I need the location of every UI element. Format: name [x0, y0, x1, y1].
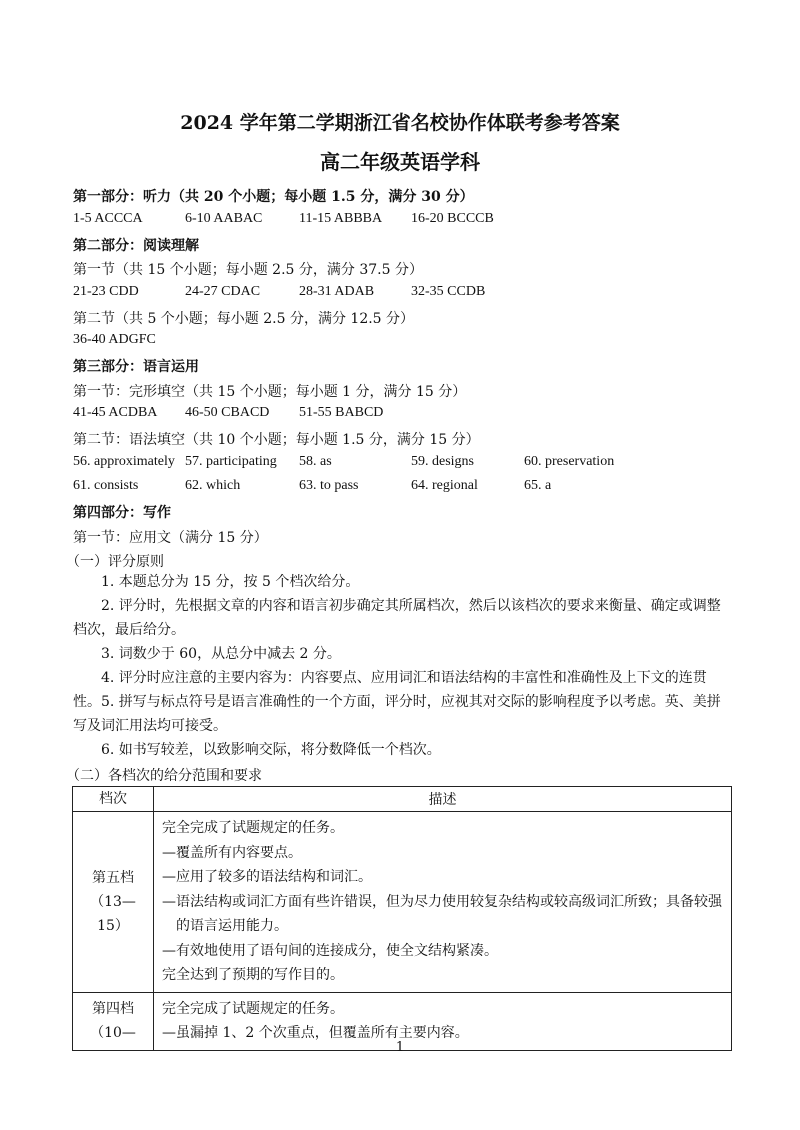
- principle-6: 6. 如书写较差，以致影响交际，将分数降低一个档次。: [101, 742, 441, 758]
- level-cell: [73, 812, 154, 993]
- part2-answer: 21-23 CDD: [73, 284, 139, 299]
- level-range: （10—: [90, 1025, 136, 1041]
- part4-heading: 第四部分：写作: [73, 505, 171, 521]
- description-cell: [154, 812, 732, 993]
- page-number: 1: [395, 1040, 405, 1055]
- part3-answer: 41-45 ACDBA: [73, 405, 158, 420]
- part1-answer: 16-20 BCCCB: [411, 211, 494, 226]
- principle-5: 5. 拼写与标点符号是语言准确性的一个方面，评分时，应视其对交际的影响程度予以考虑。英、美拼写及词汇用法均可接受。: [73, 694, 721, 734]
- description-line: —有效地使用了语句间的连接成分，使全文结构紧凑。: [162, 942, 498, 959]
- part1-answer: 1-5 ACCCA: [73, 211, 143, 226]
- grammar-answer: 56. approximately: [73, 454, 175, 469]
- part2-answer: 32-35 CCDB: [411, 284, 486, 299]
- column-header-description: 描述: [154, 787, 732, 812]
- part2-answer: 36-40 ADGFC: [73, 332, 156, 347]
- part3-answer: 46-50 CBACD: [185, 405, 270, 420]
- part3-sec1-heading: 第一节：完形填空（共 15 个小题；每小题 1 分，满分 15 分）: [73, 384, 467, 400]
- level-range: 15）: [97, 917, 129, 934]
- principle-2: 2. 评分时，先根据文章的内容和语言初步确定其所属档次，然后以该档次的要求来衡量、确定或调整档次，最后给分。: [73, 598, 721, 638]
- part1-answer: 6-10 AABAC: [185, 211, 263, 226]
- principles-heading: （一）评分原则: [66, 554, 164, 570]
- grammar-answer: 62. which: [185, 478, 241, 493]
- part1-answer: 11-15 ABBBA: [299, 211, 383, 226]
- grading-table: [72, 786, 732, 1051]
- ranges-heading: （二）各档次的给分范围和要求: [66, 768, 262, 784]
- part2-answer: 28-31 ADAB: [299, 284, 375, 299]
- grammar-answer: 57. participating: [185, 454, 277, 469]
- principle-3: 3. 词数少于 60，从总分中减去 2 分。: [101, 646, 341, 662]
- description-line: 完全达到了预期的写作目的。: [162, 967, 344, 983]
- grammar-answer: 59. designs: [411, 454, 474, 469]
- level-name: 第四档: [92, 1001, 134, 1017]
- grammar-answer: 58. as: [299, 454, 332, 469]
- description-line: 的语言运用能力。: [176, 918, 288, 934]
- level-name: 第五档: [92, 869, 134, 886]
- document-title: 2024 学年第二学期浙江省名校协作体联考参考答案: [180, 112, 620, 134]
- part2-answer: 24-27 CDAC: [185, 284, 261, 299]
- description-line: —覆盖所有内容要点。: [162, 844, 302, 861]
- grammar-answer: 65. a: [524, 478, 552, 493]
- table-row: [73, 812, 732, 993]
- level-range: （13—: [90, 893, 136, 910]
- grammar-answer: 61. consists: [73, 478, 139, 493]
- grammar-answer: 63. to pass: [299, 478, 359, 493]
- principle-4: 4. 评分时应注意的主要内容为：内容要点、应用词汇和语法结构的丰富性和准确性及上下文的连贯性。: [73, 670, 707, 710]
- grammar-answer: 64. regional: [411, 478, 478, 493]
- part1-heading: 第一部分：听力（共 20 个小题；每小题 1.5 分，满分 30 分）: [73, 189, 474, 205]
- description-line: 完全完成了试题规定的任务。: [162, 820, 344, 836]
- document-subtitle: 高二年级英语学科: [320, 150, 480, 174]
- part3-sec2-heading: 第二节：语法填空（共 10 个小题；每小题 1.5 分，满分 15 分）: [73, 432, 480, 448]
- table-header-row: [73, 787, 732, 812]
- part2-sec1-heading: 第一节（共 15 个小题；每小题 2.5 分，满分 37.5 分）: [73, 262, 423, 278]
- part4-sec1-heading: 第一节：应用文（满分 15 分）: [73, 530, 268, 546]
- part3-heading: 第三部分：语言运用: [73, 359, 199, 375]
- grammar-answer: 60. preservation: [524, 454, 615, 469]
- description-line: —虽漏掉 1、2 个次重点，但覆盖所有主要内容。: [162, 1025, 469, 1041]
- part2-sec2-heading: 第二节（共 5 个小题；每小题 2.5 分，满分 12.5 分）: [73, 311, 415, 327]
- principle-1: 1. 本题总分为 15 分，按 5 个档次给分。: [101, 574, 360, 590]
- column-header-level: 档次: [73, 787, 154, 812]
- description-line: —应用了较多的语法结构和词汇。: [162, 869, 372, 885]
- description-line: 完全完成了试题规定的任务。: [162, 1000, 344, 1017]
- description-line: —语法结构或词汇方面有些许错误，但为尽力使用较复杂结构或较高级词汇所致；具备较强: [162, 893, 722, 910]
- part3-answer: 51-55 BABCD: [299, 405, 384, 420]
- part2-heading: 第二部分：阅读理解: [73, 238, 199, 254]
